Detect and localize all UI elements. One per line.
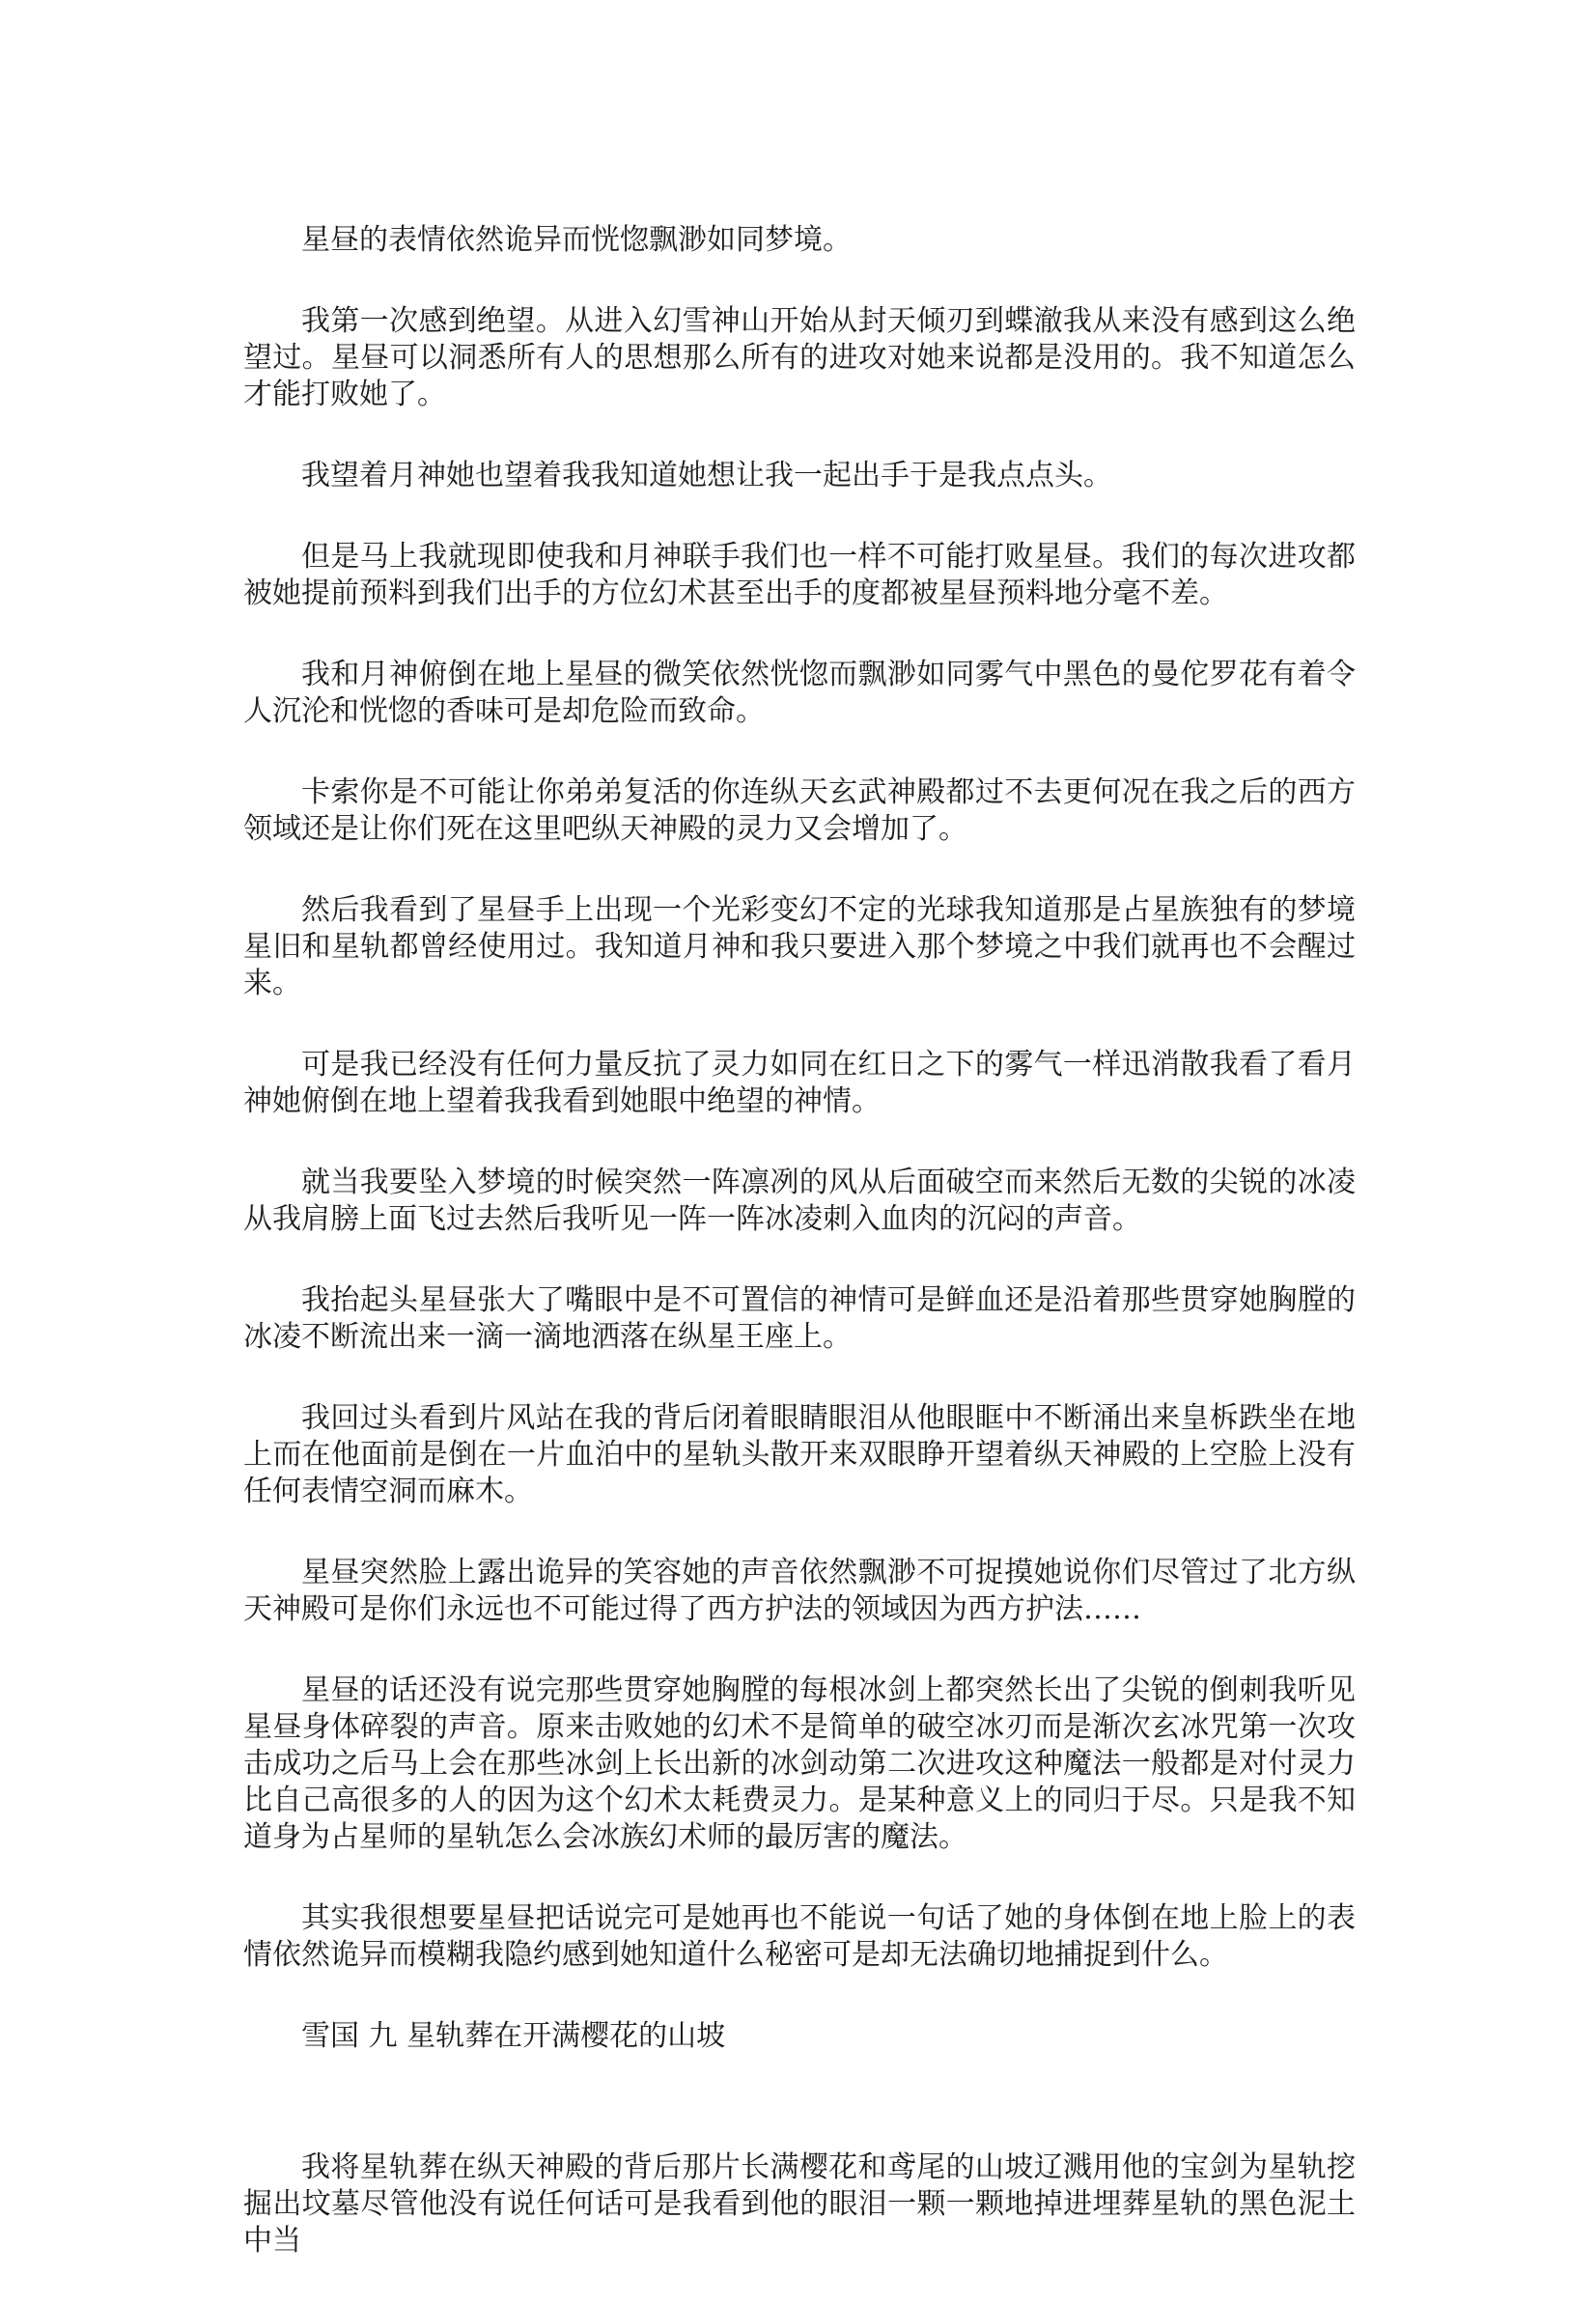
- paragraph: 就当我要坠入梦境的时候突然一阵凛冽的风从后面破空而来然后无数的尖锐的冰凌从我肩膀上面飞过去然后我听见一阵一阵冰凌刺入血肉的沉闷的声音。: [243, 1166, 1356, 1236]
- text-column: [243, 222, 1356, 2304]
- paragraph: 但是马上我就现即使我和月神联手我们也一样不可能打败星昼。我们的每次进攻都被她提前预料到我们出手的方位幻术甚至出手的度都被星昼预料地分毫不差。: [243, 540, 1356, 610]
- paragraph: 星昼突然脸上露出诡异的笑容她的声音依然飘渺不可捉摸她说你们尽管过了北方纵天神殿可是你们永远也不可能过得了西方护法的领域因为西方护法……: [243, 1556, 1356, 1626]
- paragraph: 然后我看到了星昼手上出现一个光彩变幻不定的光球我知道那是占星族独有的梦境星旧和星轨都曾经使用过。我知道月神和我只要进入那个梦境之中我们就再也不会醒过来。: [243, 893, 1356, 1000]
- paragraph: 其实我很想要星昼把话说完可是她再也不能说一句话了她的身体倒在地上脸上的表情依然诡异而模糊我隐约感到她知道什么秘密可是却无法确切地捕捉到什么。: [243, 1901, 1356, 1972]
- paragraph: 卡索你是不可能让你弟弟复活的你连纵天玄武神殿都过不去更何况在我之后的西方领域还是让你们死在这里吧纵天神殿的灵力又会增加了。: [243, 775, 1356, 846]
- paragraph: 可是我已经没有任何力量反抗了灵力如同在红日之下的雾气一样迅消散我看了看月神她俯倒在地上望着我我看到她眼中绝望的神情。: [243, 1048, 1356, 1118]
- paragraph: 我望着月神她也望着我我知道她想让我一起出手于是我点点头。: [301, 459, 1112, 492]
- paragraph: 我和月神俯倒在地上星昼的微笑依然恍惚而飘渺如同雾气中黑色的曼佗罗花有着令人沉沦和恍惚的香味可是却危险而致命。: [243, 658, 1356, 728]
- paragraph: 星昼的表情依然诡异而恍惚飘渺如同梦境。: [301, 223, 852, 257]
- paragraph: 我第一次感到绝望。从进入幻雪神山开始从封天倾刃到蝶澈我从来没有感到这么绝望过。星昼可以洞悉所有人的思想那么所有的进攻对她来说都是没用的。我不知道怎么才能打败她了。: [243, 304, 1356, 411]
- paragraph: 星昼的话还没有说完那些贯穿她胸膛的每根冰剑上都突然长出了尖锐的倒刺我听见星昼身体碎裂的声音。原来击败她的幻术不是简单的破空冰刃而是渐次玄冰咒第一次攻击成功之后马上会在那些冰剑上长出新的冰剑动第二次进攻这种魔法一般都是对付灵力比自己高很多的人的因为这个幻术太耗费灵力。是某种意义上的同归于尽。只是我不知道身为占星师的星轨怎么会冰族幻术师的最厉害的魔法。: [243, 1673, 1356, 1854]
- paragraph: 我将星轨葬在纵天神殿的背后那片长满樱花和鸢尾的山坡辽溅用他的宝剑为星轨挖掘出坟墓尽管他没有说任何话可是我看到他的眼泪一颗一颗地掉进埋葬星轨的黑色泥土中当: [243, 2150, 1356, 2258]
- paragraph: 我回过头看到片风站在我的背后闭着眼睛眼泪从他眼眶中不断涌出来皇柝跌坐在地上而在他面前是倒在一片血泊中的星轨头散开来双眼睁开望着纵天神殿的上空脸上没有任何表情空洞而麻木。: [243, 1401, 1356, 1508]
- chapter-heading: 雪国 九 星轨葬在开满樱花的山坡: [301, 2019, 726, 2053]
- paragraph: 我抬起头星昼张大了嘴眼中是不可置信的神情可是鲜血还是沿着那些贯穿她胸膛的冰凌不断流出来一滴一滴地洒落在纵星王座上。: [243, 1283, 1356, 1354]
